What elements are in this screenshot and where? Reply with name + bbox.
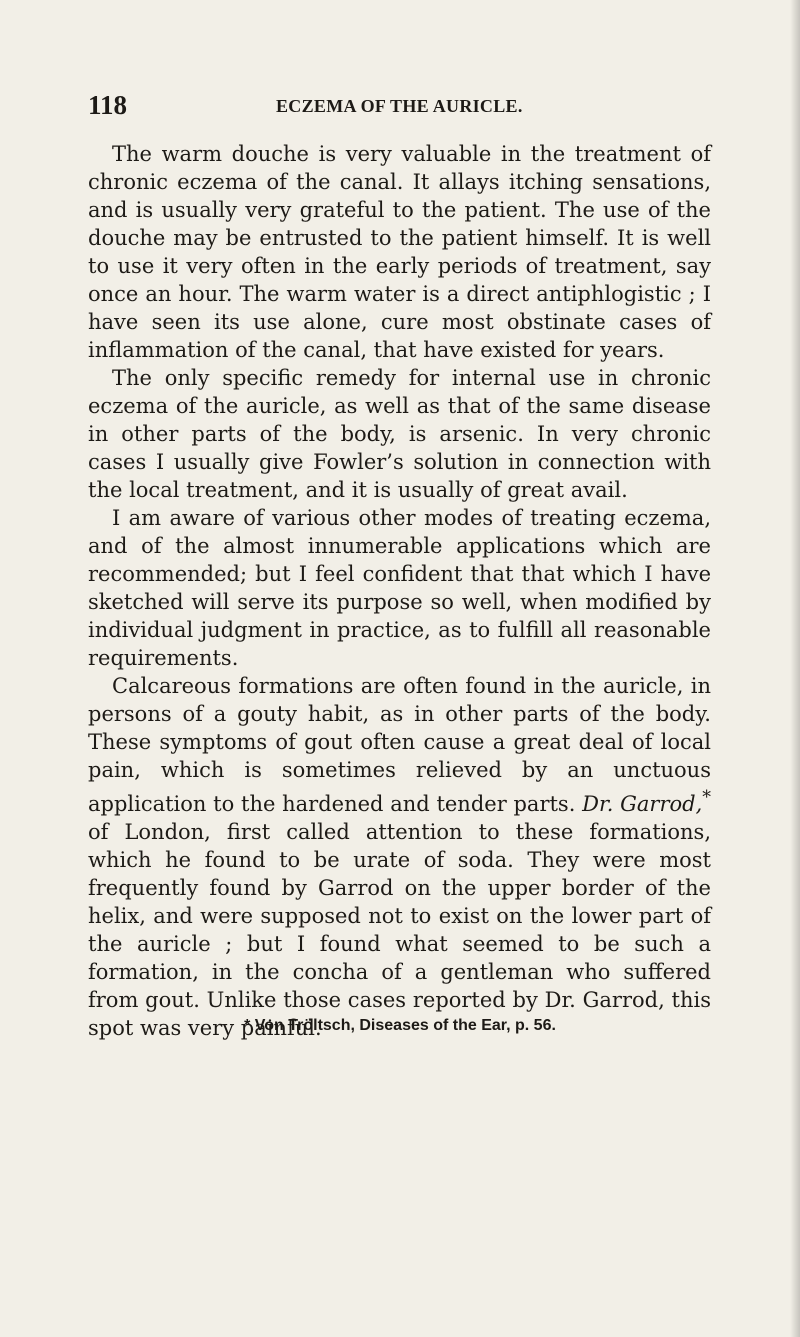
paragraph-other-modes: I am aware of various other modes of treating eczema, and of the almost innumerable applications which are recommended; but I feel confident that that which I have sketched will serve its purpose so well, when modified by individual judgment in practice, as to fulfill all reasonable requirements. bbox=[88, 506, 711, 670]
paragraph-calcareous-formations bbox=[88, 672, 711, 1042]
paragraph-arsenic: The only specific remedy for internal use in chronic eczema of the auricle, as well as that of the same disease in other parts of the body, is arsenic. In very chronic cases I usually give Fowler’s solution in connection with the local treatment, and it is usually of great avail. bbox=[88, 366, 711, 502]
footnote-reference: * bbox=[702, 788, 711, 808]
paragraph-calcareous-text-end: of London, first called attention to these formations, which he found to be urate of soda. They were most frequently found by Garrod on the upper border of the helix, and were supposed not to exist on the lower part of the auricle ; but I found what seemed to be such a formation, in the concha of a gentleman who suffered from gout. Unlike those cases reported by Dr. Garrod, this spot was very painful. bbox=[88, 820, 711, 1040]
garrod-name: Dr. Garrod, bbox=[582, 792, 703, 816]
page-header bbox=[88, 90, 708, 120]
page-edge-shadow bbox=[790, 0, 800, 1337]
main-text bbox=[88, 140, 711, 1042]
page-number: 118 bbox=[88, 90, 128, 120]
footnote: * Von Tröltsch, Diseases of the Ear, p. 56. bbox=[244, 1017, 556, 1034]
running-title: ECZEMA OF THE AURICLE. bbox=[276, 96, 523, 116]
paragraph-calcareous-text-start: Calcareous formations are often found in the auricle, in persons of a gouty habit, as in other parts of the body. These symptoms of gout often cause a great deal of local pain, which is sometimes relieved by an unctuous application to the hardened and tender parts. bbox=[88, 674, 711, 816]
paragraph-warm-douche: The warm douche is very valuable in the treatment of chronic eczema of the canal. It allays itching sensations, and is usually very grateful to the patient. The use of the douche may be entrusted to the patient himself. It is well to use it very often in the early periods of treatment, say once an hour. The warm water is a direct antiphlogistic ; I have seen its use alone, cure most obstinate cases of inflammation of the canal, that have existed for years. bbox=[88, 142, 711, 362]
